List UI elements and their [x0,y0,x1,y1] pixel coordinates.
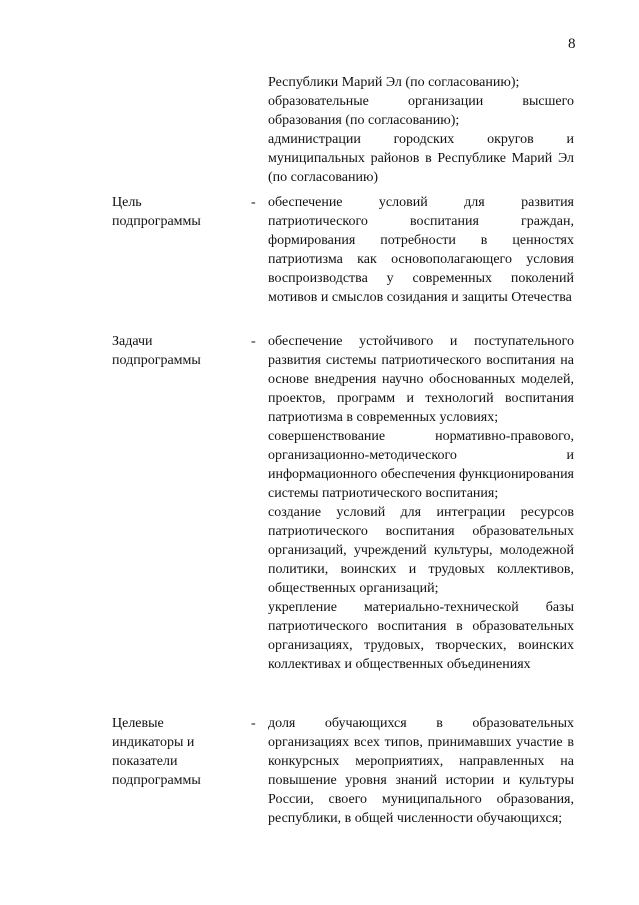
section-label: Цель подпрограммы [112,195,201,229]
section-paragraph: обеспечение устойчивого и поступательного развития системы патриотического воспитания на основе внедрения научно обоснованных моделей, проектов, программ и технологий воспитания патриотизма в современных условиях; [268,334,574,425]
section-content [268,332,574,674]
section-content [268,714,574,828]
section-paragraph: укрепление материально-технической базы патриотического воспитания в образовательных организациях, трудовых, творческих, воинских коллективах и общественных объединениях [268,600,574,672]
section-paragraph: обеспечение условий для развития патриотического воспитания граждан, формирования потребности в ценностях патриотизма как основополагающего условия воспроизводства у современных поколений мотивов и смыслов созидания и защиты Отечества [268,195,574,305]
page-number: 8 [568,36,576,52]
section-paragraph: совершенствование нормативно-правового, организационно-методического и информационного обеспечения функционирования системы патриотического воспитания; [268,429,574,501]
section-dash: - [251,195,256,210]
section-paragraph: создание условий для интеграции ресурсов патриотического воспитания образовательных организаций, учреждений культуры, молодежной политики, воинских и трудовых коллективов, общественных организаций; [268,505,574,596]
intro-block [268,73,574,187]
section-paragraph: доля обучающихся в образовательных организациях всех типов, принимавших участие в конкурсных мероприятиях, направленных на повышение уровня знаний истории и культуры России, своего муниципального образования, республики, в общей численности обучающихся; [268,716,574,826]
section-content [268,193,574,307]
section-label: Задачи подпрограммы [112,334,201,368]
intro-line: образовательные организации высшего образования (по согласованию); [268,94,574,128]
intro-line: Республики Марий Эл (по согласованию); [268,75,520,90]
section-dash: - [251,716,256,731]
intro-line: администрации городских округов и муниципальных районов в Республике Марий Эл (по согласованию) [268,132,574,185]
section-label: Целевые индикаторы и показатели подпрограммы [112,716,201,788]
section-dash: - [251,334,256,349]
